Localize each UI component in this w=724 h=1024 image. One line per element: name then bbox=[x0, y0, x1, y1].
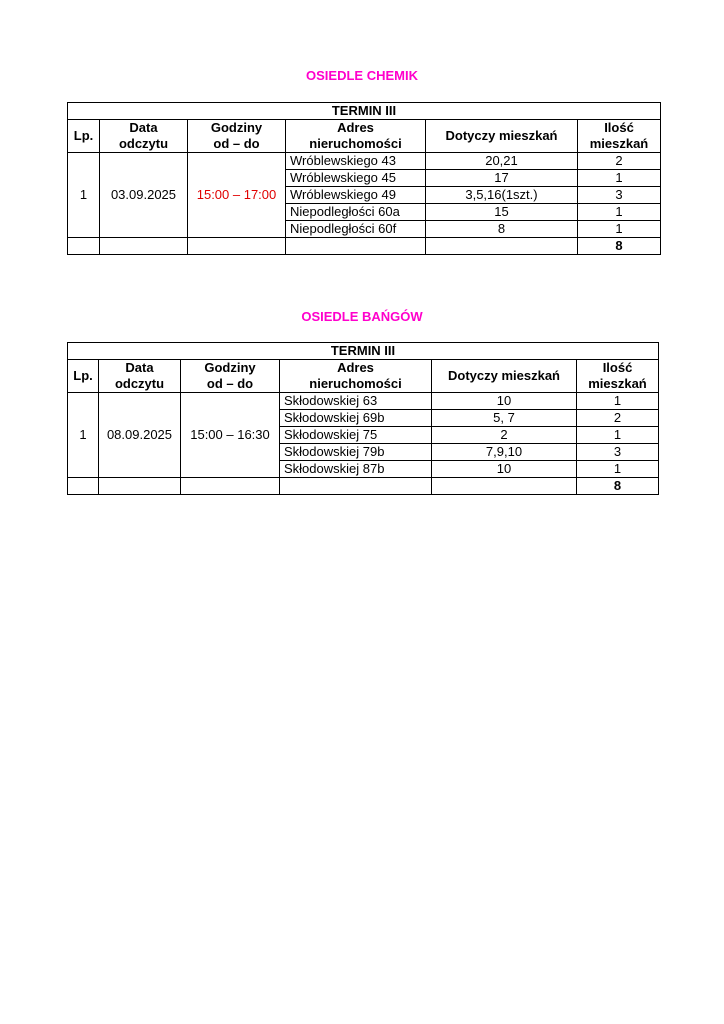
col-header-date: Data odczytu bbox=[100, 120, 188, 153]
flats-cell: 10 bbox=[432, 461, 577, 478]
total-row bbox=[68, 238, 661, 255]
count-cell: 1 bbox=[577, 393, 659, 410]
termin-header: TERMIN III bbox=[68, 343, 659, 360]
row-lp: 1 bbox=[68, 153, 100, 238]
empty-cell bbox=[181, 478, 280, 495]
flats-cell: 17 bbox=[426, 170, 578, 187]
address-cell: Skłodowskiej 87b bbox=[280, 461, 432, 478]
col-header-hours: Godziny od – do bbox=[181, 360, 280, 393]
schedule-table-bangow bbox=[67, 342, 659, 495]
total-count: 8 bbox=[578, 238, 661, 255]
address-cell: Wróblewskiego 43 bbox=[286, 153, 426, 170]
count-cell: 3 bbox=[577, 444, 659, 461]
reading-hours: 15:00 – 16:30 bbox=[181, 393, 280, 478]
address-cell: Skłodowskiej 69b bbox=[280, 410, 432, 427]
empty-cell bbox=[68, 478, 99, 495]
count-cell: 3 bbox=[578, 187, 661, 204]
flats-cell: 20,21 bbox=[426, 153, 578, 170]
col-header-date: Data odczytu bbox=[99, 360, 181, 393]
flats-cell: 7,9,10 bbox=[432, 444, 577, 461]
empty-cell bbox=[68, 238, 100, 255]
count-cell: 2 bbox=[578, 153, 661, 170]
count-cell: 1 bbox=[577, 427, 659, 444]
row-lp: 1 bbox=[68, 393, 99, 478]
count-cell: 1 bbox=[578, 204, 661, 221]
empty-cell bbox=[99, 478, 181, 495]
empty-cell bbox=[280, 478, 432, 495]
count-cell: 1 bbox=[578, 170, 661, 187]
termin-header: TERMIN III bbox=[68, 103, 661, 120]
address-cell: Wróblewskiego 45 bbox=[286, 170, 426, 187]
address-cell: Skłodowskiej 63 bbox=[280, 393, 432, 410]
section-title-bangow: OSIEDLE BAŃGÓW bbox=[301, 309, 423, 324]
section-title-chemik: OSIEDLE CHEMIK bbox=[306, 68, 418, 83]
count-cell: 2 bbox=[577, 410, 659, 427]
col-header-address: Adres nieruchomości bbox=[286, 120, 426, 153]
address-cell: Skłodowskiej 75 bbox=[280, 427, 432, 444]
total-row bbox=[68, 478, 659, 495]
address-cell: Skłodowskiej 79b bbox=[280, 444, 432, 461]
count-cell: 1 bbox=[578, 221, 661, 238]
flats-cell: 3,5,16(1szt.) bbox=[426, 187, 578, 204]
reading-date: 08.09.2025 bbox=[99, 393, 181, 478]
col-header-count: Ilość mieszkań bbox=[577, 360, 659, 393]
empty-cell bbox=[432, 478, 577, 495]
flats-cell: 15 bbox=[426, 204, 578, 221]
col-header-address: Adres nieruchomości bbox=[280, 360, 432, 393]
total-count: 8 bbox=[577, 478, 659, 495]
empty-cell bbox=[188, 238, 286, 255]
col-header-flats: Dotyczy mieszkań bbox=[426, 120, 578, 153]
flats-cell: 2 bbox=[432, 427, 577, 444]
address-cell: Niepodległości 60f bbox=[286, 221, 426, 238]
reading-date: 03.09.2025 bbox=[100, 153, 188, 238]
flats-cell: 8 bbox=[426, 221, 578, 238]
empty-cell bbox=[286, 238, 426, 255]
flats-cell: 5, 7 bbox=[432, 410, 577, 427]
empty-cell bbox=[100, 238, 188, 255]
table-row bbox=[68, 153, 661, 170]
table-row bbox=[68, 393, 659, 410]
col-header-hours: Godziny od – do bbox=[188, 120, 286, 153]
col-header-lp: Lp. bbox=[68, 360, 99, 393]
count-cell: 1 bbox=[577, 461, 659, 478]
reading-hours: 15:00 – 17:00 bbox=[188, 153, 286, 238]
address-cell: Niepodległości 60a bbox=[286, 204, 426, 221]
col-header-count: Ilość mieszkań bbox=[578, 120, 661, 153]
address-cell: Wróblewskiego 49 bbox=[286, 187, 426, 204]
col-header-lp: Lp. bbox=[68, 120, 100, 153]
schedule-table-chemik bbox=[67, 102, 661, 255]
col-header-flats: Dotyczy mieszkań bbox=[432, 360, 577, 393]
empty-cell bbox=[426, 238, 578, 255]
flats-cell: 10 bbox=[432, 393, 577, 410]
